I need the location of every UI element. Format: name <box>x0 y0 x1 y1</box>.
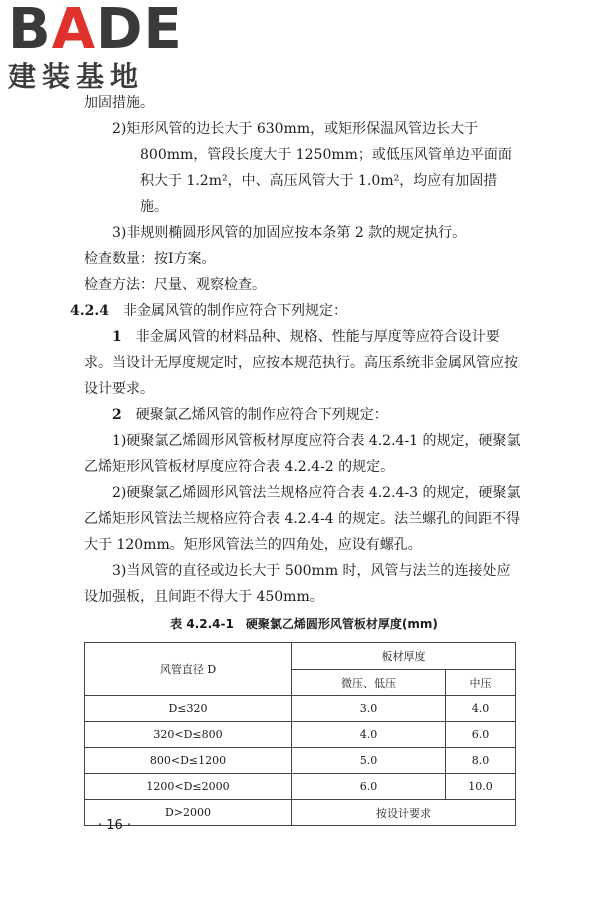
table-caption: 表 4.2.4-1 硬聚氯乙烯圆形风管板材厚度(mm) <box>170 617 438 631</box>
subclause-3: 3)当风管的直径或边长大于 500mm 时，风管与法兰的连接处应设加强板，且间距不得大于 450mm。 <box>84 563 511 605</box>
section-number: 4.2.4 <box>70 303 109 319</box>
document-body <box>70 90 524 826</box>
table-row: 800<D≤1200 5.0 8.0 <box>85 748 516 774</box>
header-diameter: 风管直径 D <box>85 643 292 696</box>
subclause-1: 1)硬聚氯乙烯圆形风管板材厚度应符合表 4.2.4-1 的规定，硬聚氯乙烯矩形风管板材厚度应符合表 4.2.4-2 的规定。 <box>84 433 521 475</box>
paragraph-check-method: 检查方法：尺量、观察检查。 <box>84 277 266 293</box>
page-number: · 16 · <box>98 818 132 833</box>
logo-wordmark: BADE <box>8 0 183 62</box>
header-low-pressure: 微压、低压 <box>292 670 446 696</box>
table-row: D>2000 按设计要求 <box>85 800 516 826</box>
subclause-2: 2)硬聚氯乙烯圆形风管法兰规格应符合表 4.2.4-3 的规定，硬聚氯乙烯矩形风管法兰规格应符合表 4.2.4-4 的规定。法兰螺孔的间距不得大于 120mm。矩形风管法兰的四角处，应设有螺孔。 <box>84 485 521 553</box>
clause-2: 2 硬聚氯乙烯风管的制作应符合下列规定： <box>112 407 388 423</box>
header-thickness: 板材厚度 <box>292 643 516 670</box>
logo-subtitle: 建装基地 <box>8 60 145 93</box>
clause-1: 1 非金属风管的材料品种、规格、性能与厚度等应符合设计要求。当设计无厚度规定时，应按本规范执行。高压系统非金属风管应按设计要求。 <box>84 329 518 397</box>
table-row: 1200<D≤2000 6.0 10.0 <box>85 774 516 800</box>
brand-logo <box>8 2 188 94</box>
section-heading <box>70 298 524 324</box>
table-row: D≤320 3.0 4.0 <box>85 696 516 722</box>
paragraph-item-2: 2)矩形风管的边长大于 630mm，或矩形保温风管边长大于800mm，管段长度大于 1250mm；或低压风管单边平面面积大于 1.2m²，中、高压风管大于 1.0m²，均应有加固措施。 <box>112 121 512 215</box>
thickness-table <box>84 642 516 826</box>
header-mid-pressure: 中压 <box>445 670 515 696</box>
paragraph-item-3: 3)非规则椭圆形风管的加固应按本条第 2 款的规定执行。 <box>112 225 467 241</box>
section-title: 非金属风管的制作应符合下列规定： <box>122 303 347 319</box>
paragraph-continuation: 加固措施。 <box>84 95 154 111</box>
table-row: 320<D≤800 4.0 6.0 <box>85 722 516 748</box>
paragraph-check-quantity: 检查数量：按Ⅰ方案。 <box>84 251 216 267</box>
